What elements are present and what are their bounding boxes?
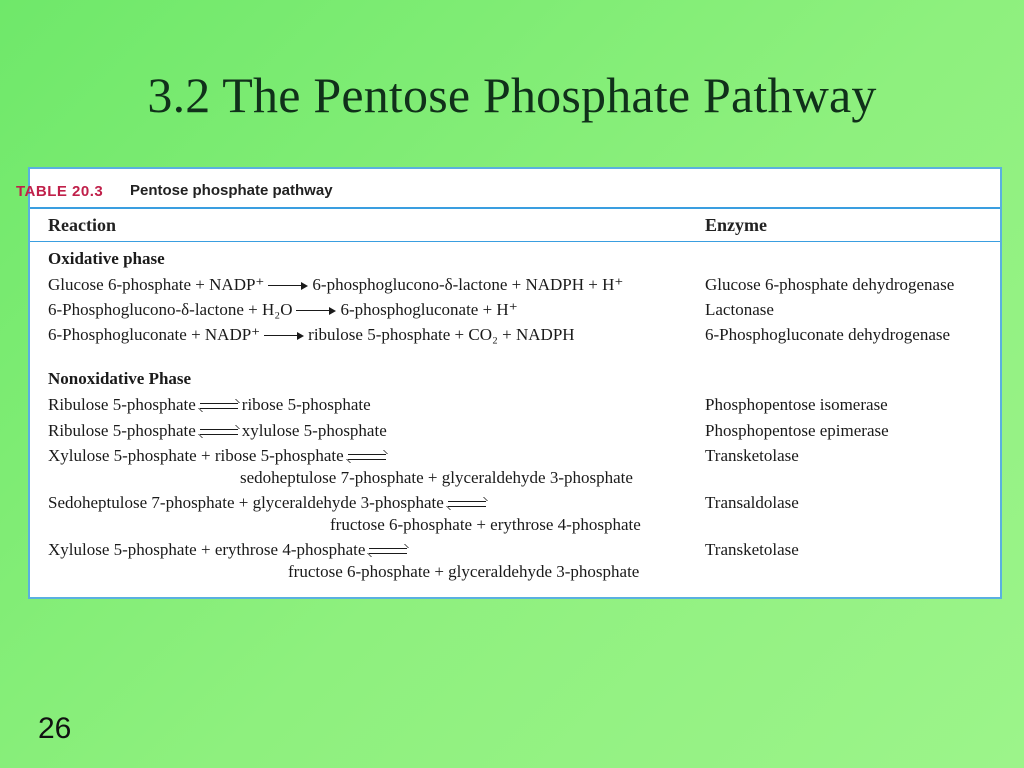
table-row <box>48 540 411 560</box>
equilibrium-arrow-icon <box>448 499 486 509</box>
table-row <box>48 300 518 320</box>
enzyme-name: Transaldolase <box>705 493 799 512</box>
reaction-table <box>16 167 1002 599</box>
products: xylulose 5-phosphate <box>241 421 387 440</box>
right-arrow-icon <box>268 281 308 291</box>
section-heading-oxidative: Oxidative phase <box>48 249 165 268</box>
enzyme-name: Phosphopentose epimerase <box>705 421 889 440</box>
table-row <box>48 395 371 415</box>
products: fructose 6-phosphate + glyceraldehyde 3-phosphate <box>288 562 640 581</box>
products: 6-phosphogluconate + H⁺ <box>340 300 518 319</box>
slide-number: 26 <box>38 712 72 745</box>
reactants: Xylulose 5-phosphate + ribose 5-phosphate <box>48 446 344 465</box>
equilibrium-arrow-icon <box>369 546 407 556</box>
enzyme-name: Lactonase <box>705 300 774 319</box>
reactants: Sedoheptulose 7-phosphate + glyceraldehyde 3-phosphate <box>48 493 444 512</box>
table-caption <box>16 169 1000 209</box>
table-row <box>48 446 390 466</box>
reactants: Glucose 6-phosphate + NADP⁺ <box>48 275 265 294</box>
enzyme-name: Glucose 6-phosphate dehydrogenase <box>705 275 955 294</box>
equilibrium-arrow-icon <box>200 427 238 437</box>
column-header-reaction: Reaction <box>48 215 116 235</box>
table-title: Pentose phosphate pathway <box>130 182 333 199</box>
table-row <box>48 275 623 295</box>
slide-title: 3.2 The Pentose Phosphate Pathway <box>147 67 877 123</box>
enzyme-name: 6-Phosphogluconate dehydrogenase <box>705 325 951 344</box>
equilibrium-arrow-icon <box>200 401 238 411</box>
table-row <box>48 325 575 345</box>
reactants: Ribulose 5-phosphate <box>48 395 196 414</box>
reactants: 6-Phosphoglucono-δ-lactone + H₂O <box>48 300 293 319</box>
products: ribulose 5-phosphate + CO₂ + NADPH <box>308 325 575 344</box>
column-header-row <box>30 209 1000 242</box>
reactants: Ribulose 5-phosphate <box>48 421 196 440</box>
reactants: Xylulose 5-phosphate + erythrose 4-phosphate <box>48 540 366 559</box>
table-row <box>48 493 490 513</box>
products: ribose 5-phosphate <box>241 395 371 414</box>
right-arrow-icon <box>264 331 304 341</box>
enzyme-name: Phosphopentose isomerase <box>705 395 888 414</box>
products: fructose 6-phosphate + erythrose 4-phosphate <box>330 515 641 534</box>
products: sedoheptulose 7-phosphate + glyceraldehyde 3-phosphate <box>240 468 633 487</box>
table-label: TABLE 20.3 <box>16 183 104 200</box>
column-header-enzyme: Enzyme <box>705 215 767 235</box>
section-heading-nonoxidative: Nonoxidative Phase <box>48 369 192 388</box>
table-row <box>48 421 387 441</box>
right-arrow-icon <box>296 306 336 316</box>
enzyme-name: Transketolase <box>705 446 799 465</box>
reactants: 6-Phosphogluconate + NADP⁺ <box>48 325 261 344</box>
equilibrium-arrow-icon <box>348 452 386 462</box>
products: 6-phosphoglucono-δ-lactone + NADPH + H⁺ <box>312 275 624 294</box>
enzyme-name: Transketolase <box>705 540 799 559</box>
